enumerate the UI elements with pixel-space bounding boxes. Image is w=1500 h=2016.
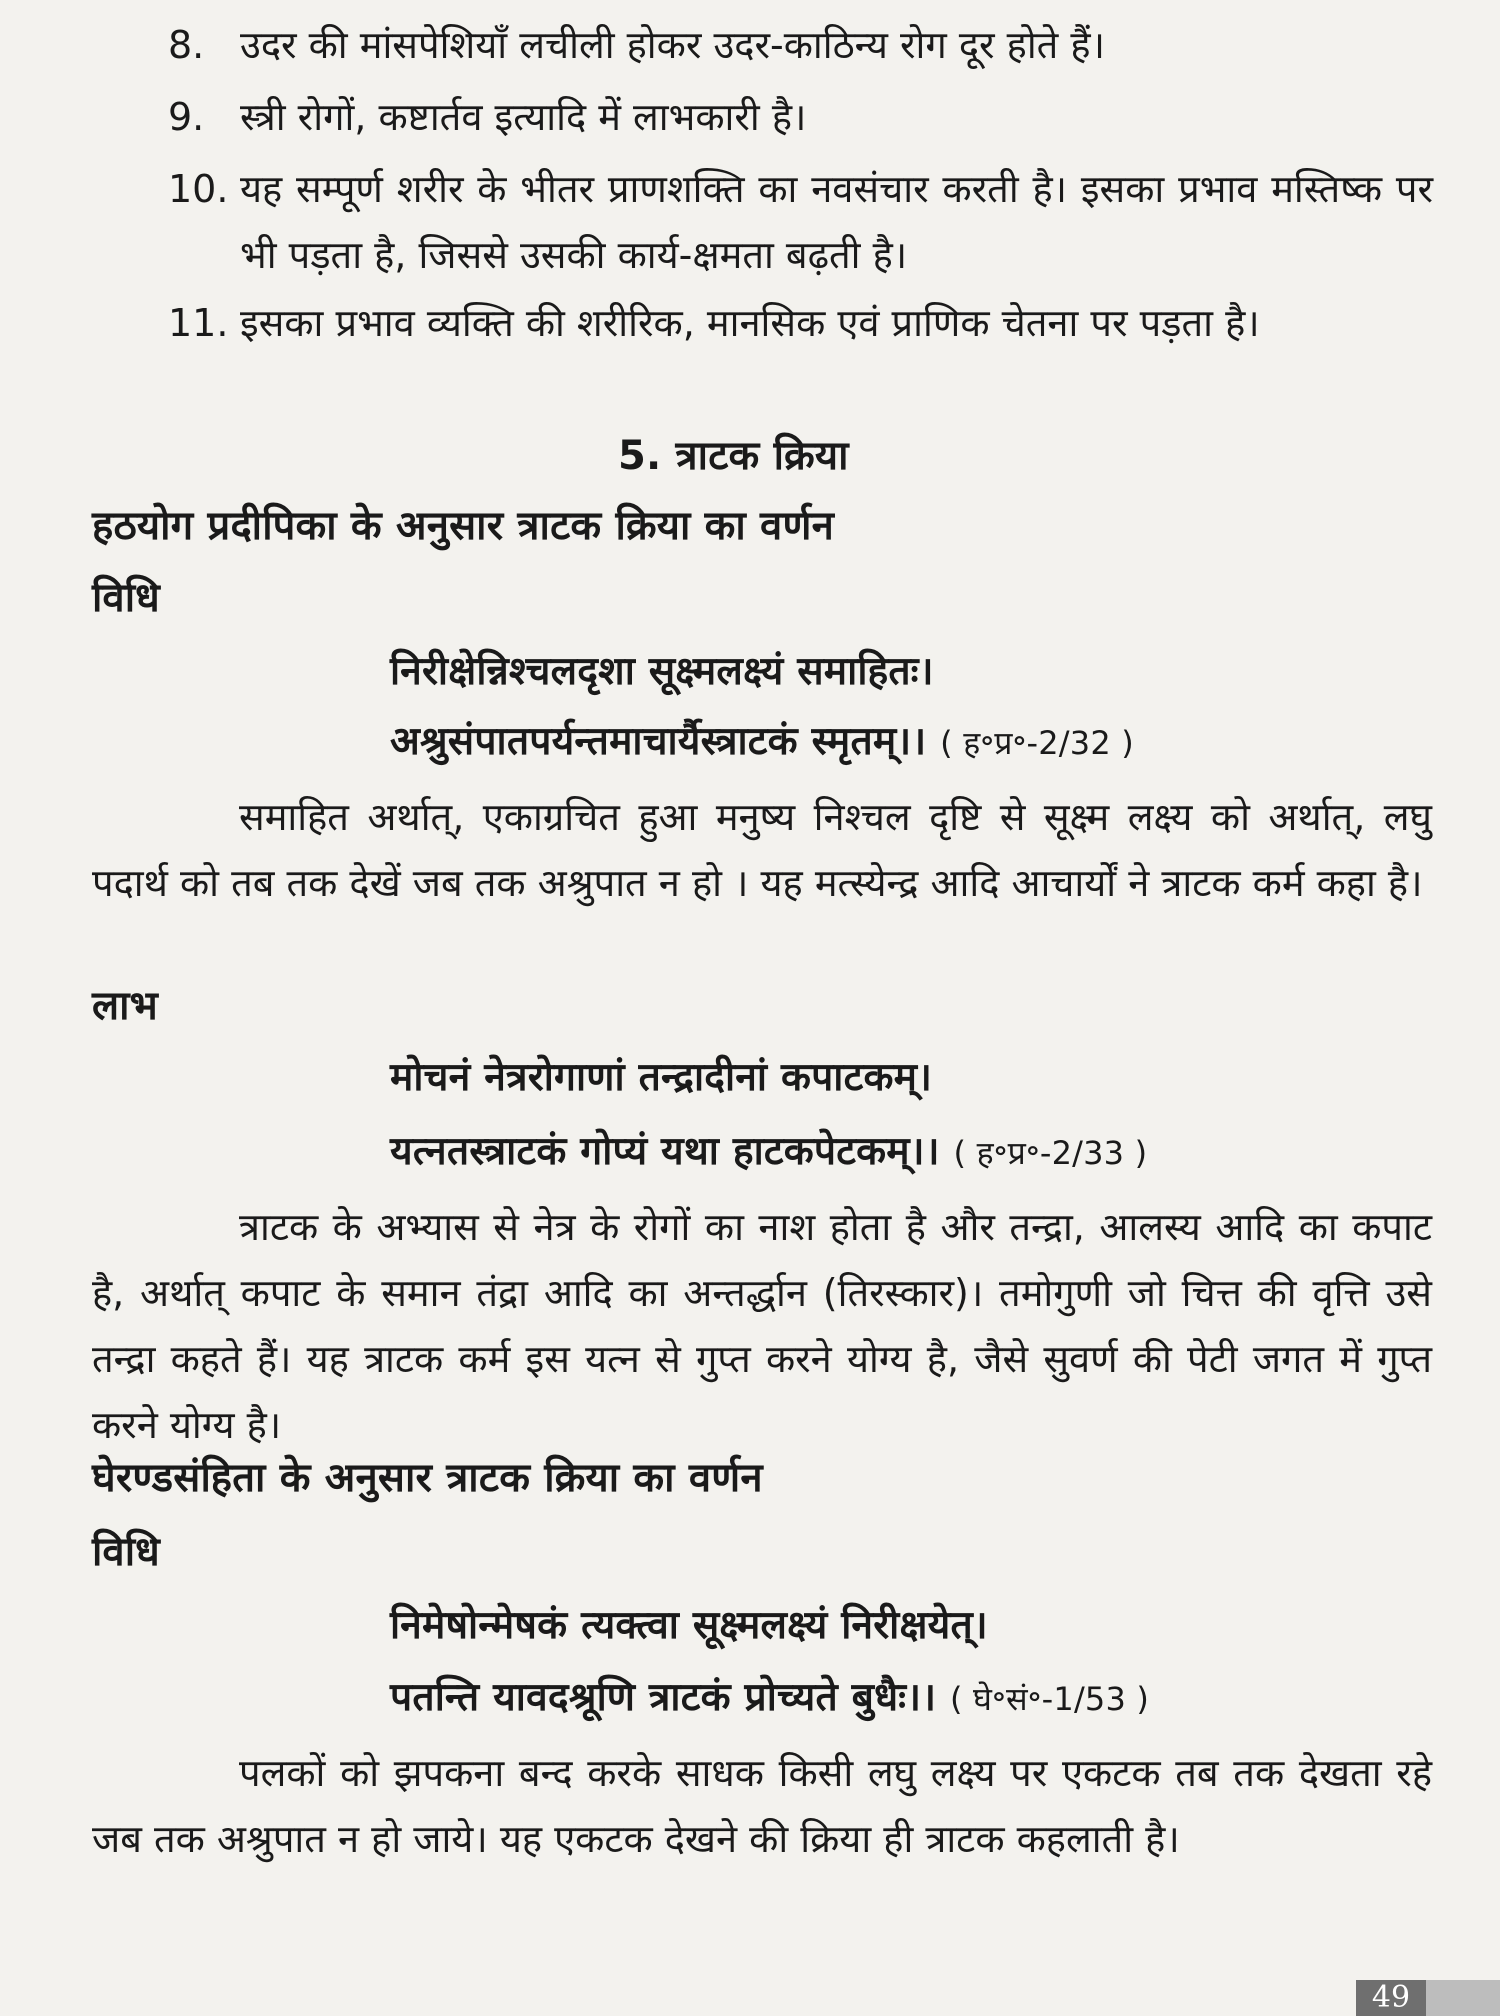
list-number: 9. (168, 95, 205, 139)
list-number: 8. (168, 23, 205, 67)
verse-reference: ( घे॰सं॰-1/53 ) (949, 1680, 1150, 1718)
verse-line (390, 1674, 1149, 1723)
verse-line (390, 718, 1134, 767)
list-text: यह सम्पूर्ण शरीर के भीतर प्राणशक्ति का नवसंचार करती है। इसका प्रभाव मस्तिष्क पर भी पड़ता है, जिससे उसकी कार्य-क्षमता बढ़ती है। (240, 167, 1433, 277)
verse-text: यत्नतस्त्राटकं गोप्यं यथा हाटकपेटकम्।। (390, 1129, 940, 1174)
verse-line: निमेषोन्मेषकं त्यक्त्वा सूक्ष्मलक्ष्यं निरीक्षयेत्। (390, 1603, 988, 1648)
list-text: स्त्री रोगों, कष्टार्तव इत्यादि में लाभकारी है। (240, 95, 807, 139)
page-number-band (1426, 1980, 1500, 2016)
list-number: 10. (168, 167, 229, 211)
list-text: इसका प्रभाव व्यक्ति की शरीरिक, मानसिक एवं प्राणिक चेतना पर पड़ता है। (240, 301, 1260, 345)
verse-reference: ( ह॰प्र॰-2/33 ) (953, 1134, 1148, 1172)
page-number: 49 (1356, 1980, 1426, 2016)
explanation-paragraph: पलकों को झपकना बन्द करके साधक किसी लघु लक्ष्य पर एकटक तब तक देखता रहे जब तक अश्रुपात न हो जाये। यह एकटक देखने की क्रिया ही त्राटक कहलाती है। (92, 1751, 1432, 1861)
list-item-11 (168, 290, 1433, 422)
list-number: 11. (168, 301, 229, 345)
verse-text: अश्रुसंपातपर्यन्तमाचार्यैस्त्राटकं स्मृतम्।। (390, 719, 927, 764)
explanation-paragraph: त्राटक के अभ्यास से नेत्र के रोगों का नाश होता है और तन्द्रा, आलस्य आदि का कपाट है, अर्थात् कपाट के समान तंद्रा आदि का अन्तर्द्धान (तिरस्कार)। तमोगुणी जो चित्त की वृत्ति उसे तन्द्रा कहते हैं। यह त्राटक कर्म इस यत्न से गुप्त करने योग्य है, जैसे सुवर्ण की पेटी जगत में गुप्त करने योग्य है। (92, 1205, 1432, 1447)
section-title: 5. त्राटक क्रिया (618, 433, 849, 479)
explanation-paragraph: समाहित अर्थात्, एकाग्रचित हुआ मनुष्य निश्चल दृष्टि से सूक्ष्म लक्ष्य को अर्थात्, लघु पदार्थ को तब तक देखें जब तक अश्रुपात न हो । यह मत्स्येन्द्र आदि आचार्यों ने त्राटक कर्म कहा है। (92, 795, 1432, 905)
vidhi-label: विधि (92, 575, 160, 621)
gheranda-heading: घेरण्डसंहिता के अनुसार त्राटक क्रिया का वर्णन (92, 1455, 763, 1501)
list-item-8 (168, 12, 1433, 78)
verse-line: मोचनं नेत्ररोगाणां तन्द्रादीनां कपाटकम्। (390, 1055, 933, 1100)
vidhi-label: विधि (92, 1529, 160, 1575)
verse-line: निरीक्षेन्निश्चलदृशा सूक्ष्मलक्ष्यं समाहितः। (390, 649, 934, 694)
verse-line (390, 1128, 1147, 1177)
hathayoga-heading: हठयोग प्रदीपिका के अनुसार त्राटक क्रिया का वर्णन (92, 503, 834, 549)
verse-reference: ( ह॰प्र॰-2/32 ) (940, 724, 1134, 762)
list-item-10 (168, 156, 1433, 288)
list-item-9 (168, 84, 1433, 150)
list-text: उदर की मांसपेशियाँ लचीली होकर उदर-काठिन्य रोग दूर होते हैं। (240, 23, 1105, 67)
verse-text: पतन्ति यावदश्रूणि त्राटकं प्रोच्यते बुधैः।। (390, 1675, 937, 1720)
labh-label: लाभ (92, 983, 158, 1029)
